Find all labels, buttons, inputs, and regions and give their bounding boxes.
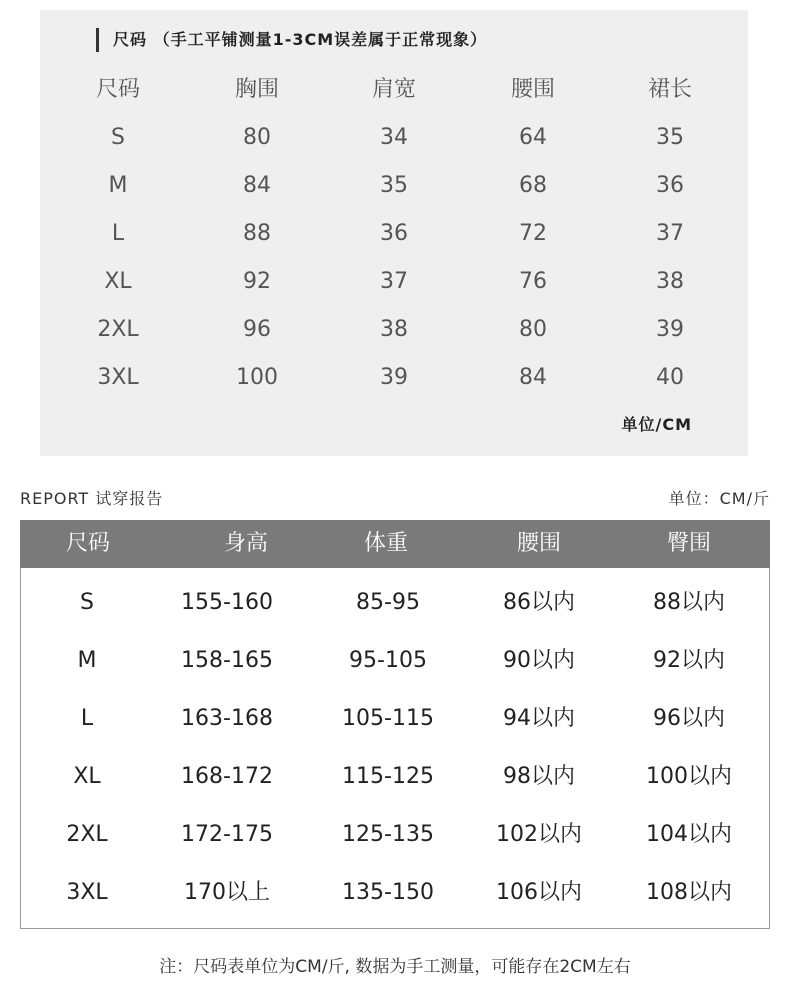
size-chart-row xyxy=(40,262,748,302)
report-cell: 135-150 xyxy=(342,880,434,905)
report-row xyxy=(21,632,769,690)
report-cell: 86以内 xyxy=(503,590,575,615)
size-chart-unit: 单位/CM xyxy=(621,415,692,434)
report-cell: 104以内 xyxy=(646,822,732,847)
report-row xyxy=(21,748,769,806)
size-chart-row xyxy=(40,166,748,206)
size-chart-cell: 72 xyxy=(519,221,547,246)
report-cell: 163-168 xyxy=(181,706,273,731)
report-cell: 2XL xyxy=(66,822,108,847)
size-chart-cell: 40 xyxy=(656,365,684,390)
size-chart-header-cell: 肩宽 xyxy=(371,77,416,102)
size-chart-cell: 84 xyxy=(243,173,271,198)
report-cell: 98以内 xyxy=(503,764,575,789)
report-cell: 90以内 xyxy=(503,648,575,673)
size-chart-cell: XL xyxy=(104,269,132,294)
report-cell: 158-165 xyxy=(181,648,273,673)
size-chart-cell: M xyxy=(108,173,128,198)
size-chart-cell: 64 xyxy=(519,125,547,150)
report-header-cell: 腰围 xyxy=(516,531,561,556)
size-chart-cell: S xyxy=(111,125,125,150)
size-chart-cell: 39 xyxy=(380,365,408,390)
report-cell: 172-175 xyxy=(181,822,273,847)
size-chart-cell: 96 xyxy=(243,317,271,342)
size-chart-row xyxy=(40,214,748,254)
report-cell: S xyxy=(80,590,94,615)
size-chart-panel xyxy=(40,10,748,456)
size-chart-cell: 80 xyxy=(519,317,547,342)
report-row xyxy=(21,806,769,864)
size-chart-cell: 2XL xyxy=(97,317,139,342)
size-chart-row xyxy=(40,310,748,350)
report-row xyxy=(21,574,769,632)
size-chart-cell: 3XL xyxy=(97,365,139,390)
report-label: REPORT 试穿报告 xyxy=(20,489,164,508)
report-cell: 85-95 xyxy=(356,590,420,615)
size-chart-cell: 92 xyxy=(243,269,271,294)
report-cell: 125-135 xyxy=(342,822,434,847)
size-chart-cell: 36 xyxy=(656,173,684,198)
report-cell: 108以内 xyxy=(646,880,732,905)
report-cell: 94以内 xyxy=(503,706,575,731)
report-cell: 170以上 xyxy=(184,880,270,905)
size-chart-header-cell: 尺码 xyxy=(95,77,140,102)
report-cell: M xyxy=(77,648,97,673)
report-cell: 96以内 xyxy=(653,706,725,731)
size-chart-header-cell: 胸围 xyxy=(234,77,279,102)
report-cell: 92以内 xyxy=(653,648,725,673)
size-chart-row xyxy=(40,358,748,398)
size-chart-row xyxy=(40,118,748,158)
report-cell: 3XL xyxy=(66,880,108,905)
report-cell: 168-172 xyxy=(181,764,273,789)
size-chart-header-cell: 裙长 xyxy=(647,77,692,102)
size-chart-cell: 100 xyxy=(236,365,278,390)
report-header-cell: 尺码 xyxy=(65,531,110,556)
report-cell: XL xyxy=(73,764,101,789)
size-chart-cell: 68 xyxy=(519,173,547,198)
size-chart-cell: 80 xyxy=(243,125,271,150)
size-chart-cell: 35 xyxy=(380,173,408,198)
report-cell: 115-125 xyxy=(342,764,434,789)
size-chart-cell: 84 xyxy=(519,365,547,390)
report-header-cell: 臀围 xyxy=(666,531,711,556)
report-row xyxy=(21,864,769,922)
report-cell: 102以内 xyxy=(496,822,582,847)
report-cell: 155-160 xyxy=(181,590,273,615)
size-chart-cell: 37 xyxy=(380,269,408,294)
size-chart-cell: 34 xyxy=(380,125,408,150)
size-chart-title: 尺码 （手工平铺测量1-3CM误差属于正常现象） xyxy=(96,28,487,52)
footnote: 注：尺码表单位为CM/斤, 数据为手工测量，可能存在2CM左右 xyxy=(159,957,631,977)
size-chart-cell: 38 xyxy=(380,317,408,342)
report-header-row xyxy=(20,520,770,568)
size-chart-cell: 88 xyxy=(243,221,271,246)
report-header-cell: 体重 xyxy=(363,531,408,556)
report-cell: 106以内 xyxy=(496,880,582,905)
report-cell: 95-105 xyxy=(349,648,427,673)
size-chart-cell: 38 xyxy=(656,269,684,294)
report-header-cell: 身高 xyxy=(223,531,268,556)
size-chart-cell: L xyxy=(111,221,125,246)
size-chart-header-cell: 腰围 xyxy=(510,77,555,102)
size-chart-cell: 39 xyxy=(656,317,684,342)
size-chart-header-row xyxy=(40,70,748,110)
size-chart-cell: 35 xyxy=(656,125,684,150)
report-cell: L xyxy=(80,706,94,731)
report-row xyxy=(21,690,769,748)
report-cell: 88以内 xyxy=(653,590,725,615)
size-chart-cell: 76 xyxy=(519,269,547,294)
report-cell: 100以内 xyxy=(646,764,732,789)
size-chart-cell: 36 xyxy=(380,221,408,246)
report-table xyxy=(20,520,770,929)
report-unit: 单位：CM/斤 xyxy=(668,489,770,508)
size-chart-cell: 37 xyxy=(656,221,684,246)
report-cell: 105-115 xyxy=(342,706,434,731)
